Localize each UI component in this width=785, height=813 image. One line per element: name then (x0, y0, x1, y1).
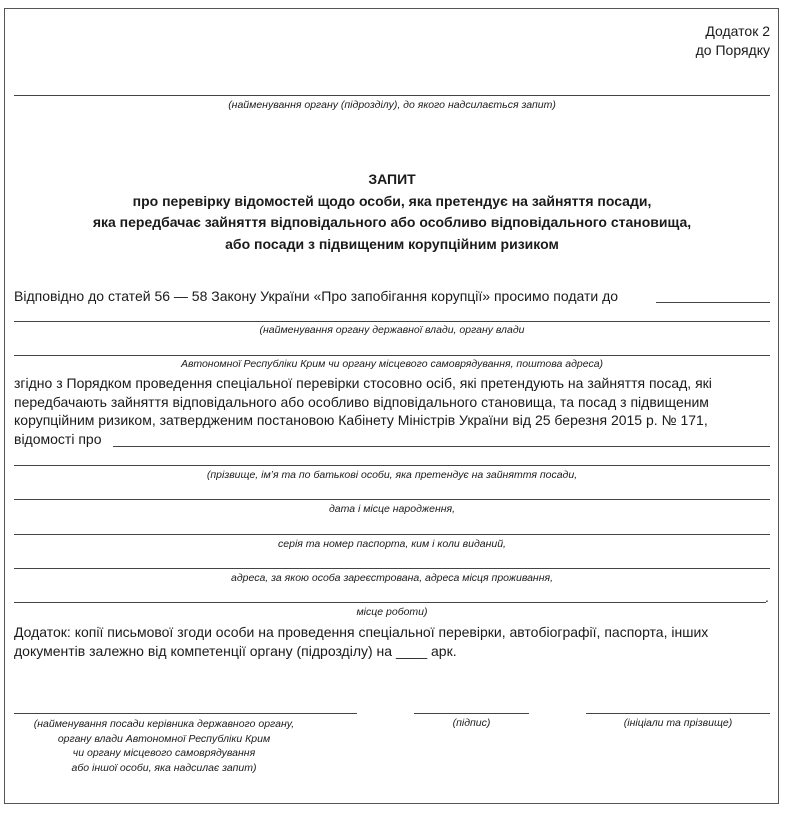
address-line[interactable] (14, 568, 770, 569)
position-caption-line-3: чи органу місцевого самоврядування (72, 747, 256, 759)
appendix-reference: до Порядку (695, 42, 770, 58)
passport-caption: серія та номер паспорта, ким і коли виданий, (278, 538, 506, 550)
position-signature-line[interactable] (14, 713, 357, 714)
about-blank-line[interactable] (113, 446, 770, 447)
authority-line-1[interactable] (14, 321, 770, 322)
title-line-3: яка передбачає зайняття відповідального або особливо відповідального становища, (92, 214, 692, 230)
work-caption: місце роботи) (356, 606, 428, 618)
attachment-text (14, 623, 708, 660)
procedure-paragraph (14, 374, 712, 448)
attachment-line-2: документів залежно від компетенції органу (підрозділу) на ____ арк. (14, 642, 457, 659)
person-name-caption: (прізвище, ім’я та по батькові особи, яка претендує на зайняття посади, (206, 469, 578, 481)
title-line-4: або посади з підвищеним корупційним ризиком (225, 235, 559, 252)
birth-caption: дата і місце народження, (328, 503, 456, 515)
passport-line[interactable] (14, 534, 770, 535)
appendix-header (696, 22, 770, 60)
addressee-caption: (найменування органу (підрозділу), до якого надсилається запит) (228, 99, 556, 111)
position-caption-line-4: або іншої особи, яка надсилає запит) (71, 761, 257, 774)
paragraph-line-1: згідно з Порядком проведення спеціальної перевірки стосовно осіб, які претендують на зайняття посад, які (14, 375, 712, 391)
position-caption-line-1: (найменування посади керівника державного органу, (33, 718, 295, 730)
title-main: ЗАПИТ (368, 171, 416, 187)
birth-line[interactable] (14, 499, 770, 500)
address-caption: адреса, за якою особа зареєстрована, адреса місця проживання, (230, 572, 554, 584)
work-line-period: . (765, 589, 769, 605)
position-caption-line-2: органу влади Автономної Республіки Крим (57, 732, 271, 745)
intro-blank-line[interactable] (656, 302, 770, 303)
addressee-line[interactable] (14, 95, 770, 96)
title-line-2: про перевірку відомостей щодо особи, яка претендує на зайняття посади, (132, 192, 652, 209)
initials-caption: (ініціали та прізвище) (623, 717, 733, 729)
person-name-line[interactable] (14, 465, 770, 466)
paragraph-line-3: корупційним ризиком, затвердженим постановою Кабінету Міністрів України від 25 березня 2015 р. № 171, (14, 412, 708, 428)
authority-line-2[interactable] (14, 355, 770, 356)
initials-signature-line[interactable] (586, 713, 770, 714)
sign-caption: (підпис) (452, 717, 491, 729)
document-title (14, 169, 770, 255)
paragraph-line-2: передбачають зайняття відповідального або особливо відповідального становища, та посад з підвищеним (14, 393, 709, 410)
appendix-number: Додаток 2 (705, 23, 770, 39)
attachment-line-1: Додаток: копії письмової згоди особи на проведення спеціальної перевірки, автобіографії, паспорта, інших (14, 624, 709, 640)
work-line[interactable] (14, 602, 766, 603)
position-caption (14, 717, 314, 775)
sign-signature-line[interactable] (414, 713, 529, 714)
paragraph-line-4: відомості про (14, 430, 102, 447)
intro-text: Відповідно до статей 56 — 58 Закону України «Про запобігання корупції» просимо подати до (14, 288, 619, 304)
authority-caption-1: (найменування органу державної влади, органу влади (259, 324, 525, 336)
authority-caption-2: Автономної Республіки Крим чи органу місцевого самоврядування, поштова адреса) (180, 358, 604, 370)
